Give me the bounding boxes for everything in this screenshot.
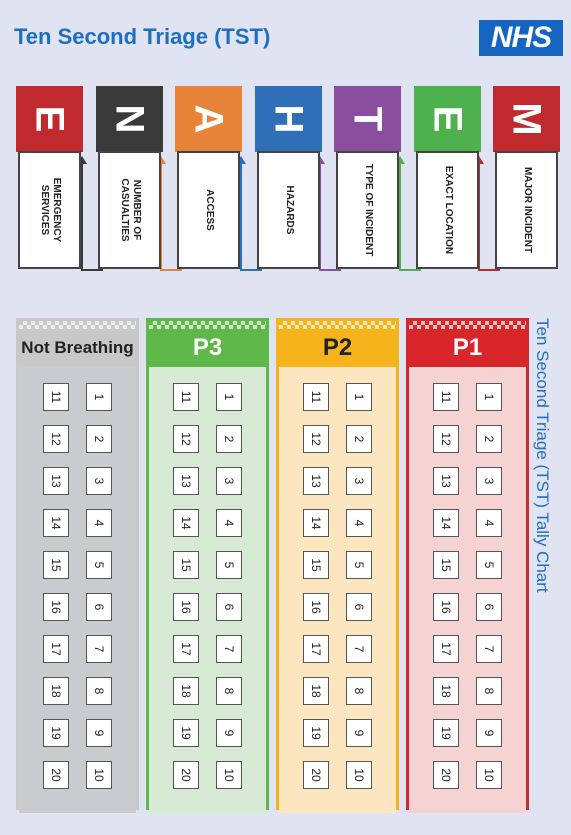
tally-number: 13 — [439, 474, 453, 488]
tally-number: 20 — [179, 768, 193, 782]
tally-number: 18 — [439, 684, 453, 698]
tally-number: 4 — [352, 519, 366, 527]
column-body — [409, 367, 526, 813]
tally-number: 11 — [49, 390, 63, 404]
tally-number: 6 — [352, 603, 366, 611]
tally-number: 8 — [352, 687, 366, 695]
tally-box[interactable] — [43, 635, 69, 663]
ethane-letter: T — [346, 106, 390, 132]
ethane-label: TYPE OF INCIDENT — [362, 163, 374, 257]
tally-box[interactable] — [173, 635, 199, 663]
tally-box[interactable] — [43, 677, 69, 705]
ethane-label: EXACT LOCATION — [442, 165, 454, 255]
tally-number: 18 — [179, 684, 193, 698]
tally-box[interactable] — [476, 551, 502, 579]
tally-number: 16 — [179, 600, 193, 614]
tally-box[interactable] — [43, 467, 69, 495]
tally-box[interactable] — [43, 761, 69, 789]
tally-number: 5 — [92, 561, 106, 569]
tally-number: 7 — [352, 645, 366, 653]
tally-number: 19 — [439, 726, 453, 740]
ethane-label-box — [18, 151, 81, 269]
tally-number: 15 — [49, 558, 63, 572]
tally-box[interactable] — [173, 383, 199, 411]
ethane-letter-tile — [493, 86, 560, 152]
tally-number: 15 — [439, 558, 453, 572]
tally-box[interactable] — [476, 635, 502, 663]
tally-number: 13 — [179, 474, 193, 488]
tally-box[interactable] — [476, 593, 502, 621]
ethane-label-box — [416, 151, 479, 269]
tally-box[interactable] — [86, 677, 112, 705]
tally-box[interactable] — [86, 425, 112, 453]
tally-number: 1 — [222, 393, 236, 401]
ethane-letter: M — [505, 102, 549, 136]
tally-box[interactable] — [216, 719, 242, 747]
tally-box[interactable] — [216, 467, 242, 495]
tally-number: 17 — [179, 642, 193, 656]
tally-number: 8 — [482, 687, 496, 695]
checker-strip — [279, 321, 396, 329]
tally-box[interactable] — [346, 509, 372, 537]
tally-number: 5 — [482, 561, 496, 569]
tally-box[interactable] — [433, 425, 459, 453]
tally-number: 15 — [309, 558, 323, 572]
tally-box[interactable] — [433, 719, 459, 747]
tally-box[interactable] — [43, 551, 69, 579]
tally-box[interactable] — [173, 425, 199, 453]
tally-box[interactable] — [476, 509, 502, 537]
tally-number: 9 — [352, 729, 366, 737]
tally-box[interactable] — [303, 509, 329, 537]
tally-number: 4 — [222, 519, 236, 527]
ethane-letter-tile — [96, 86, 163, 152]
ethane-label-box — [495, 151, 558, 269]
tally-column — [406, 318, 529, 810]
ethane-letter-tile — [255, 86, 322, 152]
tally-number: 13 — [309, 474, 323, 488]
tally-number: 4 — [482, 519, 496, 527]
tally-number: 20 — [439, 768, 453, 782]
tally-box[interactable] — [86, 509, 112, 537]
tally-box[interactable] — [433, 383, 459, 411]
tally-number: 2 — [352, 435, 366, 443]
tally-number: 12 — [309, 432, 323, 446]
ethane-label-box — [336, 151, 399, 269]
tally-number: 2 — [482, 435, 496, 443]
tally-box[interactable] — [346, 719, 372, 747]
tally-number: 14 — [49, 516, 63, 530]
column-header: Not Breathing — [21, 338, 134, 357]
tally-number: 10 — [222, 768, 236, 782]
tally-box[interactable] — [173, 551, 199, 579]
tally-box[interactable] — [216, 425, 242, 453]
tally-number: 16 — [439, 600, 453, 614]
tally-number: 20 — [49, 768, 63, 782]
tally-number: 1 — [482, 393, 496, 401]
tally-box[interactable] — [303, 719, 329, 747]
tally-number: 16 — [309, 600, 323, 614]
tally-number: 13 — [49, 474, 63, 488]
ethane-letter: A — [187, 104, 231, 134]
tally-number: 18 — [309, 684, 323, 698]
tally-box[interactable] — [476, 467, 502, 495]
tally-box[interactable] — [346, 425, 372, 453]
tally-box[interactable] — [476, 383, 502, 411]
tally-box[interactable] — [303, 761, 329, 789]
ethane-label: ACCESS — [203, 189, 215, 231]
tally-box[interactable] — [86, 467, 112, 495]
ethane-label: EMERGENCY SERVICES — [38, 177, 62, 243]
ethane-letter-tile — [175, 86, 242, 152]
tally-box[interactable] — [173, 677, 199, 705]
ethane-label-box — [177, 151, 240, 269]
tally-number: 9 — [92, 729, 106, 737]
tally-box[interactable] — [346, 635, 372, 663]
tally-box[interactable] — [173, 593, 199, 621]
tally-box[interactable] — [173, 467, 199, 495]
tally-box[interactable] — [346, 551, 372, 579]
tally-number: 19 — [49, 726, 63, 740]
tally-box[interactable] — [86, 761, 112, 789]
tally-number: 7 — [92, 645, 106, 653]
tally-number: 2 — [222, 435, 236, 443]
ethane-letter-tile — [414, 86, 481, 152]
tally-box[interactable] — [86, 719, 112, 747]
tally-number: 2 — [92, 435, 106, 443]
tally-number: 15 — [179, 558, 193, 572]
tally-box[interactable] — [303, 551, 329, 579]
tally-box[interactable] — [173, 719, 199, 747]
ethane-letter: H — [267, 104, 311, 134]
tally-box[interactable] — [216, 761, 242, 789]
ethane-letter-tile — [334, 86, 401, 152]
ethane-label-box — [98, 151, 161, 269]
tally-number: 17 — [309, 642, 323, 656]
tally-number: 8 — [92, 687, 106, 695]
tally-number: 17 — [439, 642, 453, 656]
tally-box[interactable] — [216, 551, 242, 579]
tally-number: 10 — [352, 768, 366, 782]
tally-number: 10 — [92, 768, 106, 782]
tally-number: 1 — [92, 393, 106, 401]
column-body — [279, 367, 396, 813]
tally-box[interactable] — [346, 677, 372, 705]
tally-number: 9 — [482, 729, 496, 737]
tally-number: 6 — [222, 603, 236, 611]
tally-number: 11 — [309, 390, 323, 404]
tally-box[interactable] — [173, 509, 199, 537]
tally-box[interactable] — [433, 635, 459, 663]
column-header: P1 — [452, 334, 483, 361]
tally-number: 3 — [92, 477, 106, 485]
tally-box[interactable] — [43, 719, 69, 747]
page-title: Ten Second Triage (TST) — [14, 24, 271, 49]
tally-box[interactable] — [433, 551, 459, 579]
tally-number: 3 — [352, 477, 366, 485]
tally-box[interactable] — [476, 677, 502, 705]
tally-number: 6 — [482, 603, 496, 611]
tally-box[interactable] — [216, 635, 242, 663]
ethane-letter: E — [426, 105, 470, 133]
nhs-logo: NHS — [479, 20, 563, 56]
ethane-label-box — [257, 151, 320, 269]
tally-number: 7 — [222, 645, 236, 653]
ethane-label: HAZARDS — [283, 185, 295, 235]
tally-number: 14 — [179, 516, 193, 530]
tally-number: 6 — [92, 603, 106, 611]
tally-number: 11 — [439, 390, 453, 404]
ethane-letter-tile — [16, 86, 83, 152]
tally-box[interactable] — [216, 509, 242, 537]
tally-box[interactable] — [303, 635, 329, 663]
tally-number: 5 — [352, 561, 366, 569]
tally-number: 3 — [222, 477, 236, 485]
checker-strip — [409, 321, 526, 329]
ethane-label: NUMBER OF CASUALTIES — [118, 178, 142, 242]
tally-number: 19 — [309, 726, 323, 740]
tally-box[interactable] — [86, 551, 112, 579]
tally-box[interactable] — [216, 593, 242, 621]
ethane-label: MAJOR INCIDENT — [521, 166, 533, 254]
column-header: P2 — [322, 334, 353, 361]
column-body — [19, 367, 136, 813]
column-body — [149, 367, 266, 813]
tally-box[interactable] — [43, 593, 69, 621]
tally-number: 20 — [309, 768, 323, 782]
tally-number: 14 — [309, 516, 323, 530]
tally-number: 12 — [49, 432, 63, 446]
tally-box[interactable] — [303, 593, 329, 621]
tally-box[interactable] — [303, 677, 329, 705]
tally-number: 9 — [222, 729, 236, 737]
tally-box[interactable] — [86, 383, 112, 411]
tally-number: 19 — [179, 726, 193, 740]
tally-number: 14 — [439, 516, 453, 530]
tally-number: 18 — [49, 684, 63, 698]
tally-box[interactable] — [86, 593, 112, 621]
tally-column — [146, 318, 269, 810]
checker-strip — [19, 321, 136, 329]
tally-box[interactable] — [216, 677, 242, 705]
tally-box[interactable] — [303, 467, 329, 495]
ethane-letter: N — [108, 104, 152, 134]
tally-number: 8 — [222, 687, 236, 695]
tally-number: 7 — [482, 645, 496, 653]
tally-box[interactable] — [303, 425, 329, 453]
tally-number: 3 — [482, 477, 496, 485]
tally-box[interactable] — [346, 593, 372, 621]
tally-number: 5 — [222, 561, 236, 569]
tally-box[interactable] — [43, 509, 69, 537]
tally-column — [16, 318, 139, 810]
tally-box[interactable] — [346, 467, 372, 495]
tally-number: 11 — [179, 390, 193, 404]
checker-strip — [149, 321, 266, 329]
tally-box[interactable] — [433, 677, 459, 705]
tally-box[interactable] — [86, 635, 112, 663]
tally-box[interactable] — [476, 761, 502, 789]
tally-box[interactable] — [433, 467, 459, 495]
ethane-letter: E — [28, 105, 72, 133]
tally-number: 1 — [352, 393, 366, 401]
tally-box[interactable] — [43, 383, 69, 411]
tally-box[interactable] — [346, 383, 372, 411]
tally-box[interactable] — [303, 383, 329, 411]
tally-number: 10 — [482, 768, 496, 782]
tally-box[interactable] — [433, 761, 459, 789]
tally-number: 12 — [439, 432, 453, 446]
tally-box[interactable] — [433, 509, 459, 537]
tally-number: 12 — [179, 432, 193, 446]
tally-number: 16 — [49, 600, 63, 614]
tally-box[interactable] — [476, 425, 502, 453]
tally-number: 4 — [92, 519, 106, 527]
tally-box[interactable] — [433, 593, 459, 621]
tally-box[interactable] — [346, 761, 372, 789]
tally-box[interactable] — [476, 719, 502, 747]
tally-box[interactable] — [43, 425, 69, 453]
tally-number: 17 — [49, 642, 63, 656]
column-header: P3 — [192, 334, 223, 361]
tally-box[interactable] — [216, 383, 242, 411]
tally-box[interactable] — [173, 761, 199, 789]
tally-column — [276, 318, 399, 810]
